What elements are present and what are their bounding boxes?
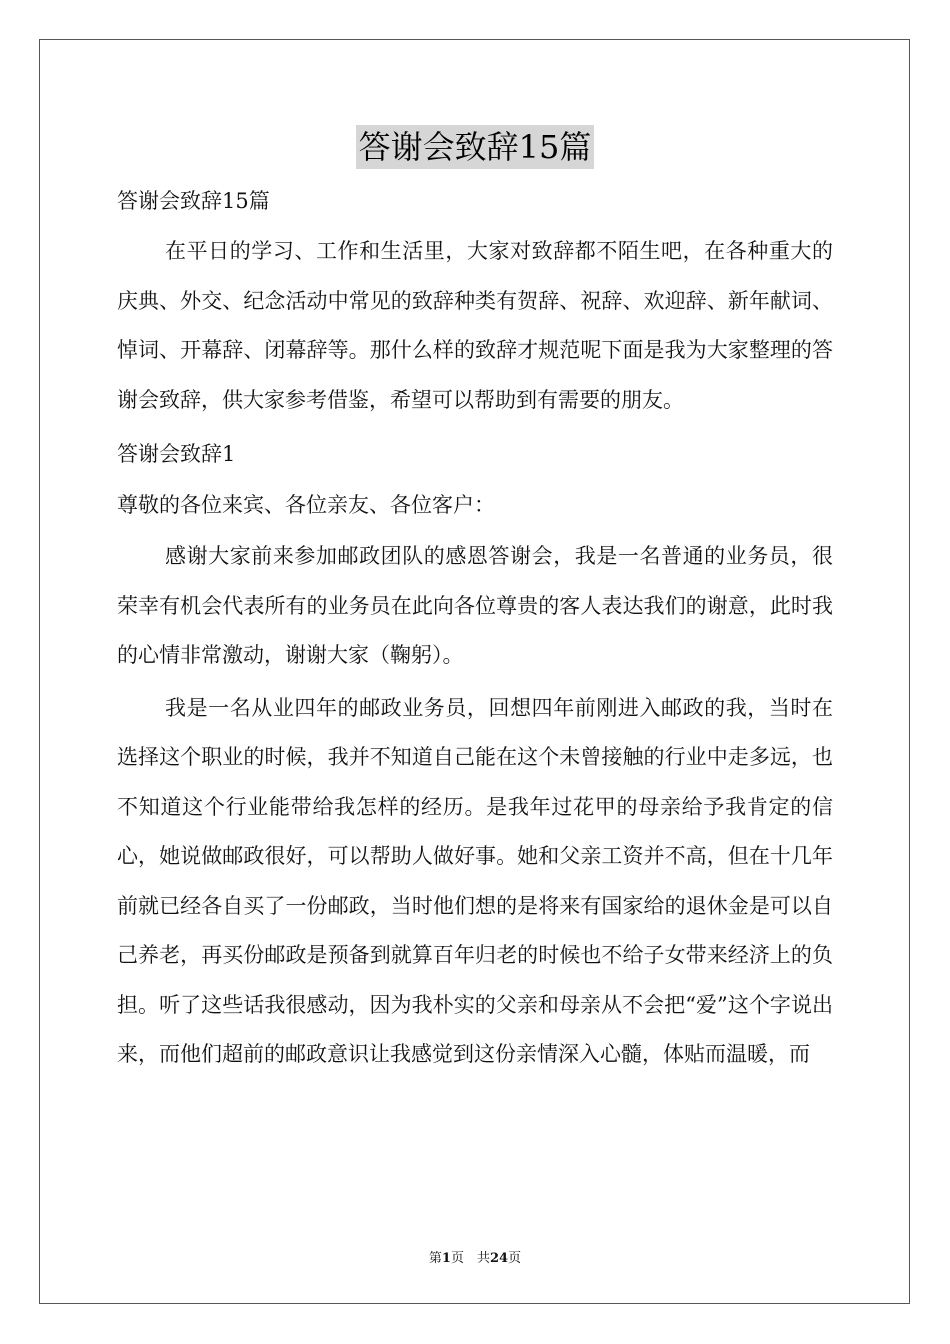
page-current-number: 1 <box>441 1251 451 1266</box>
document-title: 答谢会致辞15篇 <box>356 125 595 169</box>
document-body <box>117 178 833 1080</box>
document-subtitle: 答谢会致辞15篇 <box>117 189 270 213</box>
title-block <box>0 125 950 169</box>
body-paragraph-1: 感谢大家前来参加邮政团队的感恩答谢会，我是一名普通的业务员，很荣幸有机会代表所有的业务员在此向各位尊贵的客人表达我们的谢意，此时我的心情非常激动，谢谢大家（鞠躬）。 <box>117 544 833 667</box>
page-total-number: 24 <box>489 1251 509 1266</box>
page-prefix: 第 <box>428 1251 442 1266</box>
page-mid-text: 页 共 <box>450 1251 490 1266</box>
page-footer <box>0 1247 950 1266</box>
page-suffix: 页 <box>508 1251 522 1266</box>
intro-paragraph: 在平日的学习、工作和生活里，大家对致辞都不陌生吧，在各种重大的庆典、外交、纪念活动中常见的致辞种类有贺辞、祝辞、欢迎辞、新年献词、悼词、开幕辞、闭幕辞等。那什么样的致辞才规范呢下面是我为大家整理的答谢会致辞，供大家参考借鉴，希望可以帮助到有需要的朋友。 <box>117 239 833 412</box>
body-paragraph-2: 我是一名从业四年的邮政业务员，回想四年前刚进入邮政的我，当时在选择这个职业的时候，我并不知道自己能在这个未曾接触的行业中走多远，也不知道这个行业能带给我怎样的经历。是我年过花甲的母亲给予我肯定的信心，她说做邮政很好，可以帮助人做好事。她和父亲工资并不高，但在十几年前就已经各自买了一份邮政，当时他们想的是将来有国家给的退休金是可以自己养老，再买份邮政是预备到就算百年归老的时候也不给子女带来经济上的负担。听了这些话我很感动，因为我朴实的父亲和母亲从不会把“爱”这个字说出来，而他们超前的邮政意识让我感觉到这份亲情深入心髓，体贴而温暖，而 <box>117 695 833 1066</box>
section-heading: 答谢会致辞1 <box>117 442 236 466</box>
salutation: 尊敬的各位来宾、各位亲友、各位客户： <box>117 493 495 517</box>
